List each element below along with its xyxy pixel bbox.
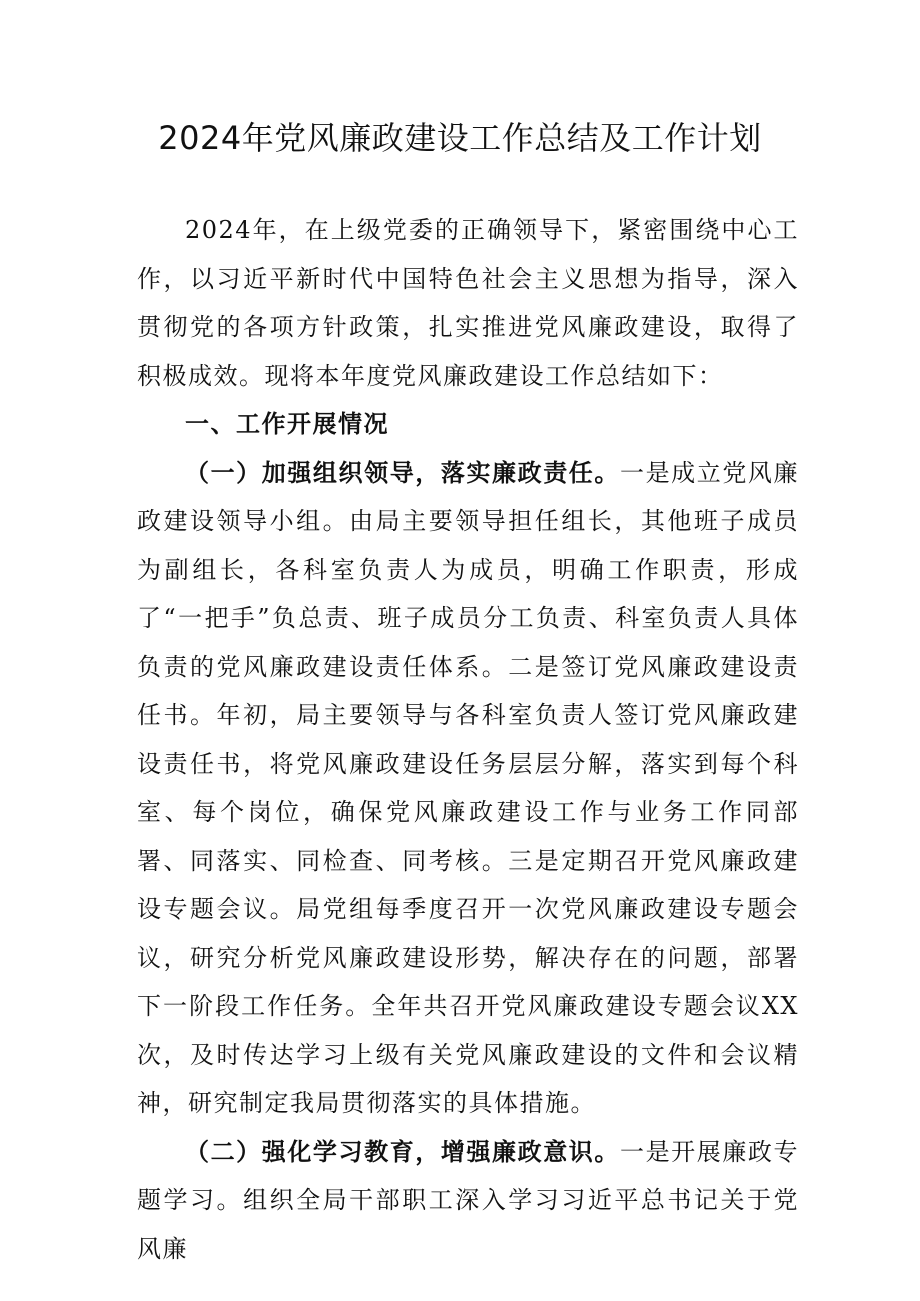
item-2-body: 一是开展廉政专题学习。组织全局干部职工深入学习习近平总书记关于党风廉 — [137, 1137, 800, 1263]
intro-paragraph: 2024年，在上级党委的正确领导下，紧密围绕中心工作，以习近平新时代中国特色社会主义思想为指导，深入贯彻党的各项方针政策，扎实推进党风廉政建设，取得了积极成效。现将本年度党风廉政建设工作总结如下： — [137, 216, 799, 390]
document-body — [137, 206, 799, 1273]
item-2-paragraph — [137, 1128, 799, 1274]
item-2-lead: （二）强化学习教育，增强廉政意识。 — [185, 1137, 620, 1166]
item-1-body: 一是成立党风廉政建设领导小组。由局主要领导担任组长，其他班子成员为副组长，各科室负责人为成员，明确工作职责，形成了“一把手”负总责、班子成员分工负责、科室负责人具体负责的党风廉政建设责任体系。二是签订党风廉政建设责任书。年初，局主要领导与各科室负责人签订党风廉政建设责任书，将党风廉政建设任务层层分解，落实到每个科室、每个岗位，确保党风廉政建设工作与业务工作同部署、同落实、同检查、同考核。三是定期召开党风廉政建设专题会议。局党组每季度召开一次党风廉政建设专题会议，研究分析党风廉政建设形势，解决存在的问题，部署下一阶段工作任务。全年共召开党风廉政建设专题会议XX次，及时传达学习上级有关党风廉政建设的文件和会议精神，研究制定我局贯彻落实的具体措施。 — [137, 458, 800, 1117]
section-heading: 一、工作开展情况 — [185, 410, 389, 438]
item-1-lead: （一）加强组织领导，落实廉政责任。 — [185, 458, 620, 487]
item-1-paragraph — [137, 449, 799, 1128]
document-title: 2024年党风廉政建设工作总结及工作计划 — [158, 119, 762, 157]
